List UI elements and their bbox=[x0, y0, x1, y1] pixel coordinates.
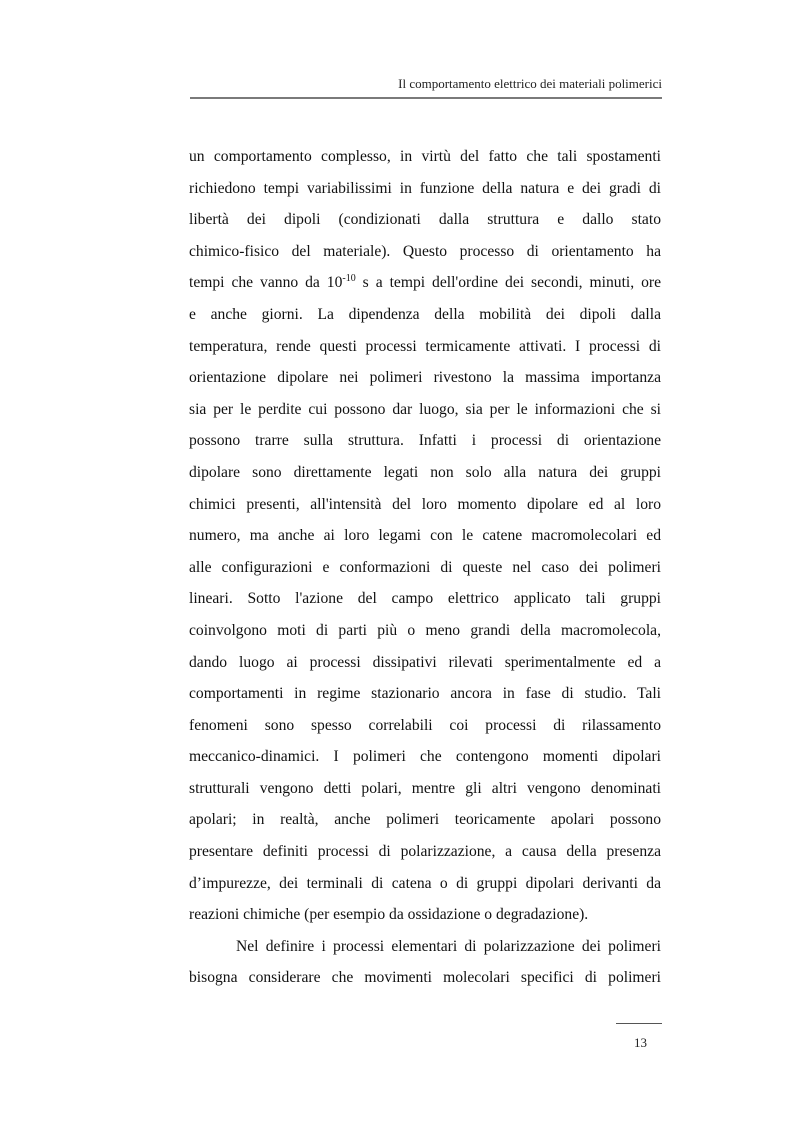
body-line: chimici presenti, all'intensità del loro momento dipolare ed al loro bbox=[189, 495, 661, 513]
body-line: meccanico-dinamici. I polimeri che contengono momenti dipolari bbox=[189, 748, 661, 766]
body-line: orientazione dipolare nei polimeri rivestono la massima importanza bbox=[189, 369, 661, 387]
body-line: possono trarre sulla struttura. Infatti i processi di orientazione bbox=[189, 432, 661, 450]
body-line: d’impurezze, dei terminali di catena o di gruppi dipolari derivanti da bbox=[189, 874, 661, 892]
running-header-title: Il comportamento elettrico dei materiali polimerici bbox=[398, 76, 662, 91]
body-line: strutturali vengono detti polari, mentre gli altri vengono denominati bbox=[189, 779, 661, 797]
body-line: dipolare sono direttamente legati non solo alla natura dei gruppi bbox=[189, 463, 661, 481]
paragraph-first-line: Nel definire i processi elementari di polarizzazione dei polimeri bbox=[236, 937, 661, 955]
body-line: sia per le perdite cui possono dar luogo, sia per le informazioni che si bbox=[189, 400, 661, 418]
body-line: richiedono tempi variabilissimi in funzione della natura e dei gradi di bbox=[189, 179, 661, 197]
body-line: e anche giorni. La dipendenza della mobilità dei dipoli dalla bbox=[189, 305, 661, 323]
body-line: lineari. Sotto l'azione del campo elettrico applicato tali gruppi bbox=[189, 590, 661, 608]
footer-rule bbox=[616, 1023, 662, 1024]
body-line-text: tempi che vanno da 10 bbox=[189, 274, 343, 292]
body-line: coinvolgono moti di parti più o meno grandi della macromolecola, bbox=[189, 621, 661, 639]
paragraph-last-line: reazioni chimiche (per esempio da ossidazione o degradazione). bbox=[189, 906, 589, 924]
exponent: -10 bbox=[342, 273, 356, 285]
body-line: comportamenti in regime stazionario ancora in fase di studio. Tali bbox=[189, 685, 661, 703]
body-line: numero, ma anche ai loro legami con le catene macromolecolari ed bbox=[189, 527, 661, 545]
body-paragraphs bbox=[189, 141, 661, 994]
body-line: fenomeni sono spesso correlabili coi processi di rilassamento bbox=[189, 716, 661, 734]
body-line-text: s a tempi dell'ordine dei secondi, minuti, ore bbox=[355, 274, 661, 292]
body-line: alle configurazioni e conformazioni di queste nel caso dei polimeri bbox=[189, 558, 661, 576]
page-number: 13 bbox=[634, 1035, 647, 1050]
header-rule bbox=[190, 97, 662, 99]
body-line: dando luogo ai processi dissipativi rilevati sperimentalmente ed a bbox=[189, 653, 661, 671]
body-line: bisogna considerare che movimenti molecolari specifici di polimeri bbox=[189, 969, 661, 987]
body-line: presentare definiti processi di polarizzazione, a causa della presenza bbox=[189, 843, 661, 861]
body-line: libertà dei dipoli (condizionati dalla struttura e dallo stato bbox=[189, 211, 661, 229]
body-line-with-exponent bbox=[189, 267, 661, 299]
body-line: apolari; in realtà, anche polimeri teoricamente apolari possono bbox=[189, 811, 661, 829]
body-line: un comportamento complesso, in virtù del fatto che tali spostamenti bbox=[189, 148, 661, 165]
body-line: temperatura, rende questi processi termicamente attivati. I processi di bbox=[189, 337, 661, 355]
body-line: chimico-fisico del materiale). Questo processo di orientamento ha bbox=[189, 242, 661, 260]
